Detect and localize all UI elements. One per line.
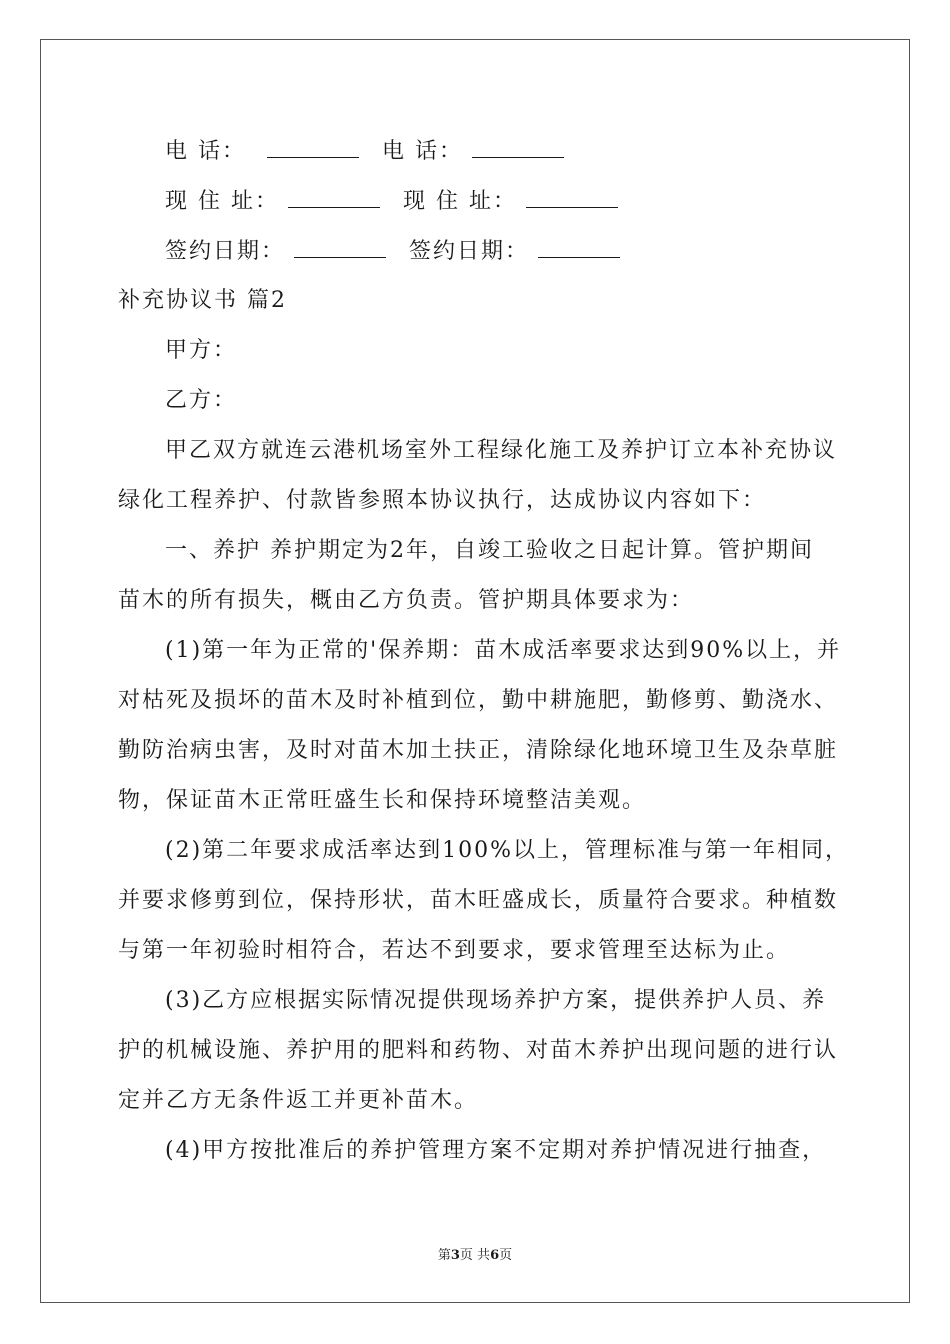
page-current: 3: [450, 1248, 460, 1263]
page-suffix: 页: [499, 1248, 513, 1263]
phone-label-b: 电 话：: [382, 139, 463, 164]
address-label-a: 现 住 址：: [165, 189, 279, 214]
body-line: (1)第一年为正常的'保养期：苗木成活率要求达到90%以上，并: [165, 638, 842, 663]
phone-blank-a: [267, 135, 359, 158]
address-blank-b: [526, 185, 618, 208]
date-label-b: 签约日期：: [409, 239, 530, 264]
body-line: 对枯死及损坏的苗木及时补植到位，勤中耕施肥，勤修剪、勤浇水、: [118, 688, 839, 713]
address-row: [165, 185, 845, 217]
body-line: 一、养护 养护期定为2年，自竣工验收之日起计算。管护期间: [165, 538, 814, 563]
date-label-a: 签约日期：: [165, 239, 286, 264]
date-blank-a: [294, 235, 386, 258]
phone-row: [165, 135, 845, 167]
page-footer: [0, 1247, 950, 1265]
date-row: [165, 235, 845, 267]
body-line: 甲乙双方就连云港机场室外工程绿化施工及养护订立本补充协议: [165, 438, 838, 463]
page-mid: 页 共: [459, 1248, 491, 1263]
date-blank-b: [538, 235, 620, 258]
section-title: 补充协议书 篇2: [118, 288, 287, 313]
body-line: 并要求修剪到位，保持形状，苗木旺盛成长，质量符合要求。种植数: [118, 888, 839, 913]
body-line: 勤防治病虫害，及时对苗木加土扶正，清除绿化地环境卫生及杂草脏: [118, 738, 839, 763]
body-line: (3)乙方应根据实际情况提供现场养护方案，提供养护人员、养: [165, 988, 827, 1013]
body-line: (2)第二年要求成活率达到100%以上，管理标准与第一年相同，: [165, 838, 850, 863]
page-total: 6: [490, 1248, 500, 1263]
address-label-b: 现 住 址：: [403, 189, 517, 214]
body-line: 物，保证苗木正常旺盛生长和保持环境整洁美观。: [118, 788, 647, 813]
body-line: 护的机械设施、养护用的肥料和药物、对苗木养护出现问题的进行认: [118, 1038, 839, 1063]
body-line: (4)甲方按批准后的养护管理方案不定期对养护情况进行抽查，: [165, 1138, 827, 1163]
page-prefix: 第: [437, 1248, 451, 1263]
phone-label-a: 电 话：: [165, 139, 246, 164]
phone-blank-b: [472, 135, 564, 158]
party-a-label: 甲方：: [165, 338, 238, 363]
body-line: 苗木的所有损失，概由乙方负责。管护期具体要求为：: [118, 588, 695, 613]
address-blank-a: [288, 185, 380, 208]
body-line: 绿化工程养护、付款皆参照本协议执行，达成协议内容如下：: [118, 488, 767, 513]
body-line: 定并乙方无条件返工并更补苗木。: [118, 1088, 479, 1113]
body-line: 与第一年初验时相符合，若达不到要求，要求管理至达标为止。: [118, 938, 791, 963]
party-b-label: 乙方：: [165, 388, 238, 413]
